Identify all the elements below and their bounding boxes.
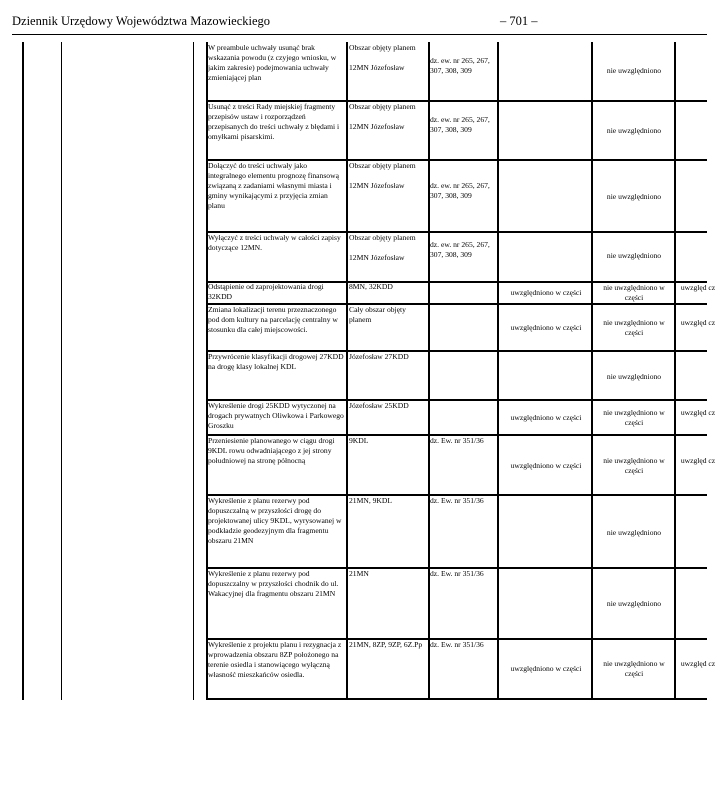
row-plots: dz. Ew. nr 351/36 [430,569,484,578]
row-area-detail: 12MN Józefosław [349,63,405,72]
row-plots: dz. ew. nr 265, 267, 307, 308, 309 [430,115,490,134]
column-divider [428,42,430,700]
row-status-1: uwzględniono w części [510,288,582,297]
row-status-2: nie uwzględniono w części [603,318,665,337]
row-area: 21MN, 9KDL [349,496,393,505]
row-status-2: nie uwzględniono [606,528,662,537]
row-area-detail: 12MN Józefosław [349,122,405,131]
row-status-2: nie uwzględniono w części [603,456,665,475]
row-status-2: nie uwzględniono [606,66,662,75]
row-status-3: uwzględ cz [680,456,716,465]
column-divider [497,42,499,700]
row-plots: dz. Ew. nr 351/36 [430,640,484,649]
journal-title: Dziennik Urzędowy Województwa Mazowieckiego [12,14,271,28]
row-plots: dz. Ew. nr 351/36 [430,496,484,505]
column-divider [591,42,593,700]
row-area: Obszar objęty planem [349,161,416,170]
row-status-3: uwzględ cz [680,659,716,668]
table-left-border [22,42,24,700]
row-area: 21MN, 8ZP, 9ZP, 6Z.Pp [349,640,423,649]
column-divider [193,42,194,700]
row-description: Dołączyć do treści uchwały jako integralnego elementu prognozę finansową związaną z zadaniami własnymi miasta i gminy wynikającymi z przyjęcia zmian planu [208,161,339,210]
row-plots: dz. Ew. nr 351/36 [430,436,484,445]
row-area-detail: 12MN Józefosław [349,181,405,190]
row-status-2: nie uwzględniono w części [603,408,665,427]
column-divider [346,42,348,700]
row-status-2: nie uwzględniono [606,599,662,608]
row-area: 8MN, 32KDD [349,282,393,291]
row-status-3: uwzględ cz [680,318,716,327]
row-status-2: nie uwzględniono w części [603,659,665,678]
row-area: 9KDL [349,436,369,445]
row-description: Usunąć z treści Rady miejskiej fragmenty przepisów ustaw i rozporządzeń przepisanych do treści uchwały z błędami i omyłkami pisarskimi. [208,102,340,141]
row-description: W preambule uchwały usunąć brak wskazania powodu (z czyjego wniosku, w jakim zakresie) podejmowania uchwały zmieniającej plan [208,43,337,82]
row-status-1: uwzględniono w części [510,413,582,422]
row-plots: dz. ew. nr 265, 267, 307, 308, 309 [430,240,490,259]
column-divider [61,42,62,700]
row-description: Wykreślenie z projektu planu i rezygnacja z wprowadzenia obszaru 8ZP położonego na terenie osiedla i stanowiącego wyłączną własność mieszkańców osiedla. [208,640,342,679]
row-status-1: uwzględniono w części [510,461,582,470]
row-area: Cały obszar objęty planem [349,305,406,324]
row-plots: dz. ew. nr 265, 267, 307, 308, 309 [430,181,490,200]
row-status-1: uwzględniono w części [510,323,582,332]
row-description: Odstąpienie od zaprojektowania drogi 32KDD [208,282,324,301]
row-status-3: uwzględ cz [680,408,716,417]
row-area-detail: 12MN Józefosław [349,253,405,262]
row-status-3: uwzględ cz [680,283,716,292]
row-description: Zmiana lokalizacji terenu przeznaczonego pod dom kultury na parcelację centralny w stosunku dla całej miejscowości. [208,305,338,334]
row-area: Obszar objęty planem [349,43,416,52]
page-number: – 701 – [500,14,538,28]
row-area: 21MN [349,569,369,578]
row-status-2: nie uwzględniono [606,126,662,135]
row-status-2: nie uwzględniono [606,251,662,260]
row-description: Przeniesienie planowanego w ciągu drogi 9KDL rowu odwadniającego z jej strony południowej na stronę północną [208,436,335,465]
row-area: Obszar objęty planem [349,102,416,111]
row-description: Wykreślenie z planu rezerwy pod dopuszczalny w przyszłości chodnik do ul. Wakacyjnej dla fragmentu obszaru 21MN [208,569,339,598]
row-status-2: nie uwzględniono [606,192,662,201]
row-plots: dz. ew. nr 265, 267, 307, 308, 309 [430,56,490,75]
row-area: Józefosław 25KDD [349,401,409,410]
column-divider [674,42,676,700]
row-description: Wykreślenie drogi 25KDD wytyczonej na drogach prywatnych Oliwkowa i Parkowego Groszku [208,401,344,430]
row-area: Józefosław 27KDD [349,352,409,361]
table-bottom-border [206,698,707,700]
row-status-2: nie uwzględniono w części [603,283,665,302]
row-description: Wykreślenie z planu rezerwy pod dopuszczalną w przyszłości drogę do projektowanej ulicy 9KDL, wyrysowanej w podkładzie geodezyjnym dla fragmentu obszaru 21MN [208,496,342,545]
row-area: Obszar objęty planem [349,233,416,242]
row-status-1: uwzględniono w części [510,664,582,673]
row-status-2: nie uwzględniono [606,372,662,381]
row-description: Przywrócenie klasyfikacji drogowej 27KDD na drogę klasy lokalnej KDL [208,352,344,371]
row-description: Wyłączyć z treści uchwały w całości zapisy dotyczące 12MN. [208,233,341,252]
